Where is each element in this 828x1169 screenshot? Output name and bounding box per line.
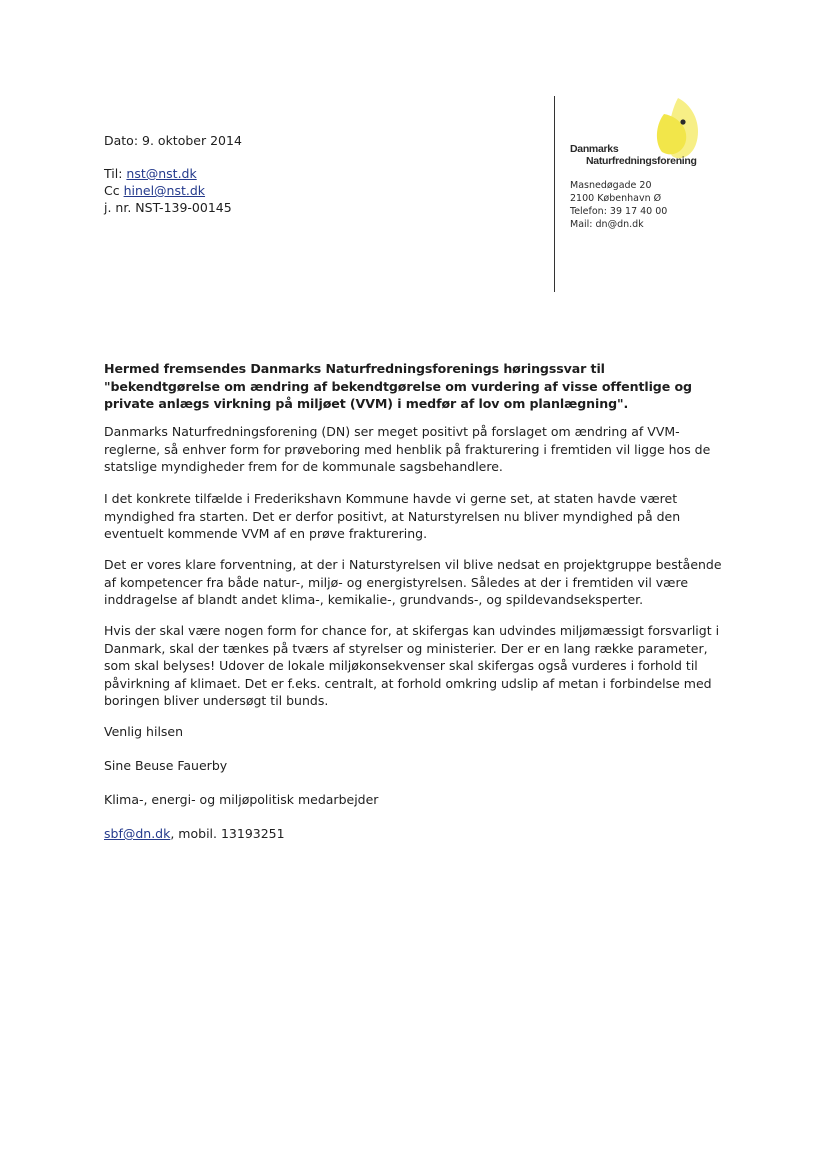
cc-line [104,182,205,199]
cc-email-link[interactable]: hinel@nst.dk [123,183,206,198]
organization-name [570,143,697,167]
address-phone: Telefon: 39 17 40 00 [570,206,668,217]
body-paragraph-1: Danmarks Naturfredningsforening (DN) ser meget positivt på forslaget om ændring af VVM-reglerne, så enhver form for prøveboring med henblik på frakturering i fremtiden vil ligge hos de statslige myndigheder frem for de kommunale sagsbehandlere. [104,424,711,474]
body-paragraph-4: Hvis der skal være nogen form for chance for, at skifergas kan udvindes miljømæssigt forsvarligt i Danmark, skal der tænkes på tværs af styrelser og ministerier. Der er en lang række parameter, som skal belyses! Udover de lokale miljøkonsekvenser skal skifergas også vurderes i forhold til påvirkning af klimaet. Det er f.eks. centralt, at forhold omkring udslip af metan i forbindelse med boringen bliver undersøgt til bunds. [104,623,720,708]
journal-number: j. nr. NST-139-00145 [104,200,232,215]
to-line [104,165,197,182]
signer-name: Sine Beuse Fauerby [104,758,228,773]
to-email-link[interactable]: nst@nst.dk [126,166,197,181]
address-mail: Mail: dn@dn.dk [570,219,644,230]
org-name-line1: Danmarks [570,143,619,155]
address-street: Masnedøgade 20 [570,180,652,191]
signer-title: Klima-, energi- og miljøpolitisk medarbejder [104,792,379,807]
cc-label: Cc [104,183,124,198]
body-paragraph-3: Det er vores klare forventning, at der i Naturstyrelsen vil blive nedsat en projektgruppe bestående af kompetencer fra både natur-, miljø- og energistyrelsen. Således at der i fremtiden vil være inddragelse af blandt andet klima-, kemikalie-, grundvands-, og spildevandseksperter. [104,557,722,607]
closing-greeting: Venlig hilsen [104,724,184,739]
header-divider [554,96,555,292]
address-city: 2100 København Ø [570,193,662,204]
letter-subject: Hermed fremsendes Danmarks Naturfredningsforenings høringssvar til "bekendtgørelse om ændring af bekendtgørelse om vurdering af visse offentlige og private anlægs virkning på miljøet (VVM) i medfør af lov om planlægning". [104,361,692,411]
sender-address [570,179,667,231]
signer-mobile: , mobil. 13193251 [170,826,285,841]
contact-line [104,825,285,842]
body-paragraph-2: I det konkrete tilfælde i Frederikshavn Kommune havde vi gerne set, at staten havde været myndighed fra starten. Det er derfor positivt, at Naturstyrelsen nu bliver myndighed på den eventuelt kommende VVM af en prøve frakturering. [104,491,681,541]
date-line: Dato: 9. oktober 2014 [104,133,242,148]
signer-email-link[interactable]: sbf@dn.dk [104,826,171,841]
to-label: Til: [104,166,127,181]
org-name-line2: Naturfredningsforening [586,155,697,167]
